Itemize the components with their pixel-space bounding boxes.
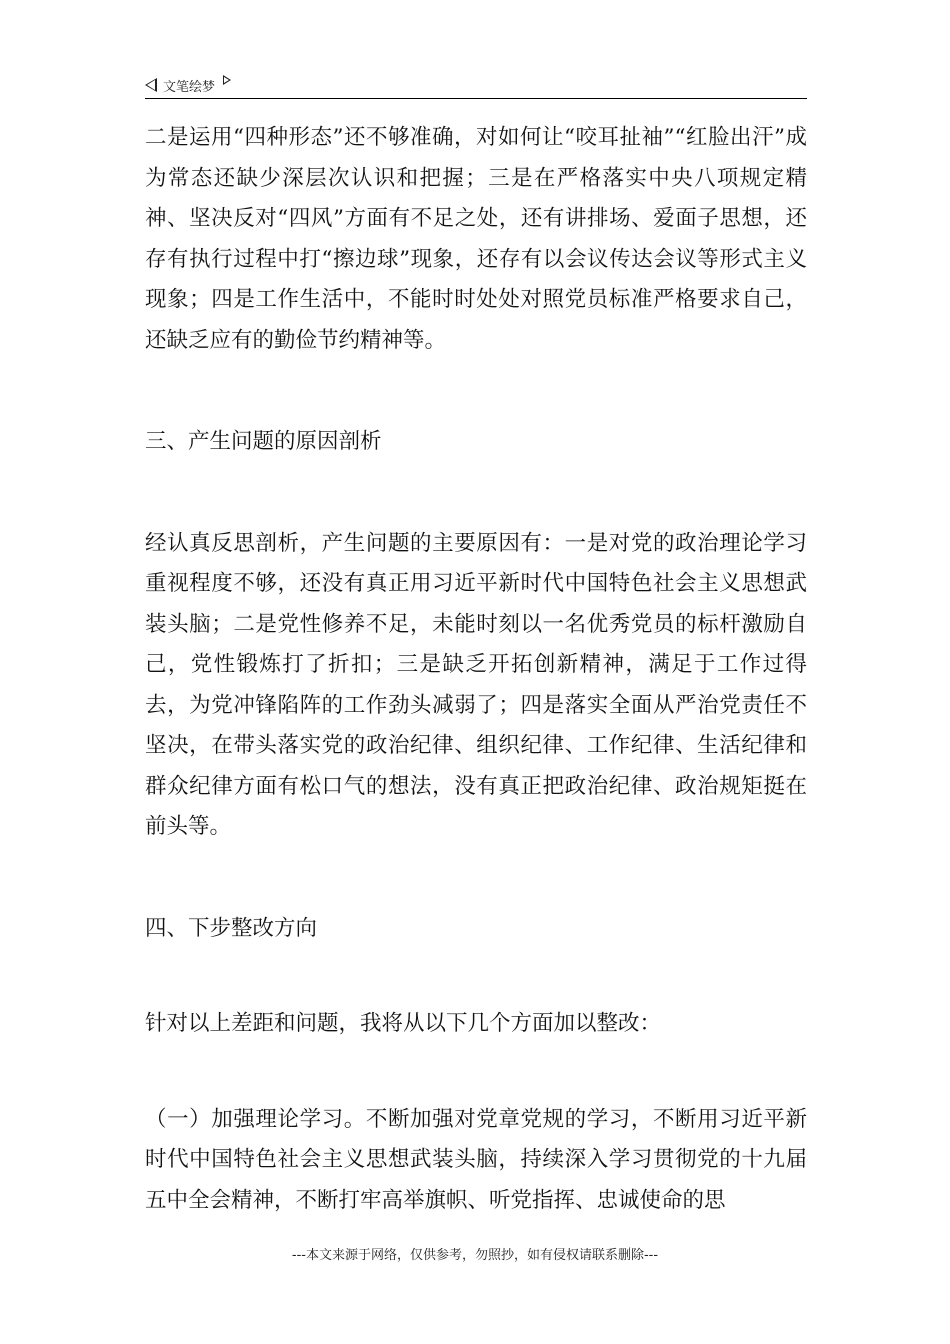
- page-header: [145, 72, 807, 99]
- section-heading-3: 三、产生问题的原因剖析: [145, 429, 382, 454]
- paragraph-1: 二是运用“四种形态”还不够准确，对如何让“咬耳扯袖”“红脸出汗”成为常态还缺少深层次认识和把握；三是在严格落实中央八项规定精神、坚决反对“四风”方面有不足之处，还有讲排场、爱面子思想，还存有执行过程中打“擦边球”现象，还存有以会议传达会议等形式主义现象；四是工作生活中，不能时时处处对照党员标准严格要求自己，还缺乏应有的勤俭节约精神等。: [145, 125, 807, 353]
- footer-disclaimer: ---本文来源于网络，仅供参考，勿照抄，如有侵权请联系删除---: [291, 1248, 659, 1263]
- paragraph-3: 针对以上差距和问题，我将从以下几个方面加以整改：: [145, 1011, 662, 1036]
- paragraph-4: （一）加强理论学习。不断加强对党章党规的学习，不断用习近平新时代中国特色社会主义思想武装头脑，持续深入学习贯彻党的十九届五中全会精神，不断打牢高举旗帜、听党指挥、忠诚使命的思: [145, 1106, 807, 1213]
- header-title: 文笔绘梦: [163, 79, 216, 95]
- section-heading-4: 四、下步整改方向: [145, 915, 318, 941]
- document-body: [145, 118, 807, 1221]
- left-triangle-icon: [145, 78, 157, 92]
- paragraph-2: 经认真反思剖析，产生问题的主要原因有：一是对党的政治理论学习重视程度不够，还没有真正用习近平新时代中国特色社会主义思想武装头脑；二是党性修养不足，未能时刻以一名优秀党员的标杆激励自己，党性锻炼打了折扣；三是缺乏开拓创新精神，满足于工作过得去，为党冲锋陷阵的工作劲头减弱了；四是落实全面从严治党责任不坚决，在带头落实党的政治纪律、组织纪律、工作纪律、生活纪律和群众纪律方面有松口气的想法，没有真正把政治纪律、政治规矩挺在前头等。: [145, 530, 807, 839]
- right-triangle-icon: [223, 75, 231, 85]
